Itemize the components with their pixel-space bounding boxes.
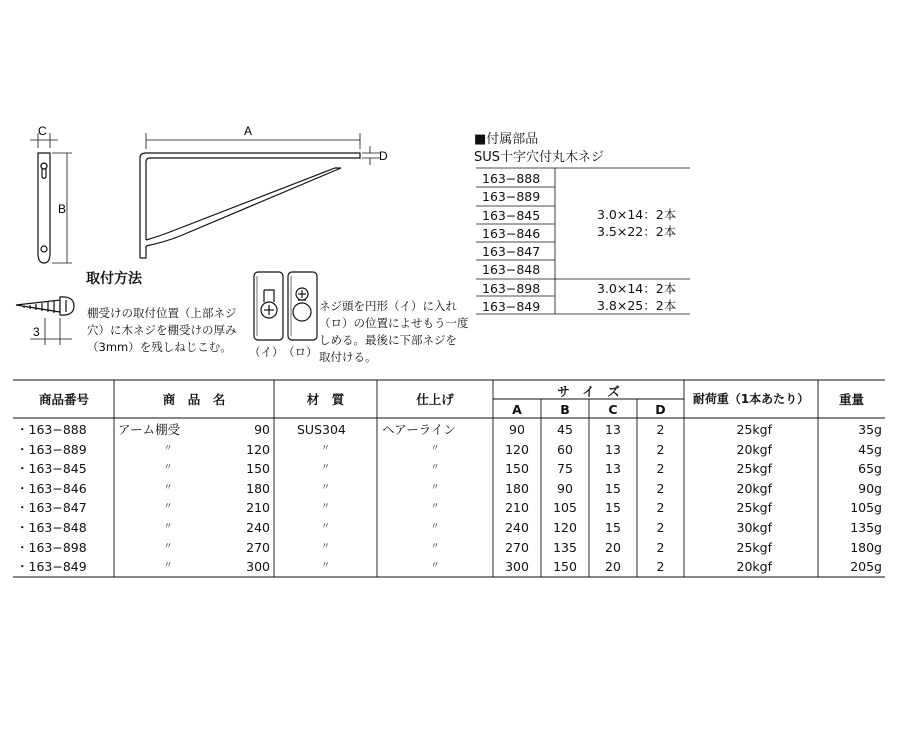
cell-material: 〃 (320, 541, 330, 552)
dim-label-c: C (38, 124, 47, 138)
cell-name: 〃 (163, 463, 173, 474)
cell-name: 〃 (163, 482, 173, 493)
cell-d: 2 (656, 441, 665, 457)
screw-spec: 3.8×25：2本 (597, 298, 677, 313)
cell-name: 〃 (163, 443, 173, 454)
cell-load: 25kgf (736, 461, 772, 477)
cell-load: 25kgf (736, 500, 772, 516)
cell-material: 〃 (320, 482, 330, 493)
cell-finish: ヘアーライン (382, 422, 456, 437)
dim-label-three: 3 (33, 325, 40, 339)
cell-num: 240 (246, 520, 270, 535)
cell-c: 20 (605, 559, 621, 575)
cell-finish: 〃 (430, 482, 440, 493)
cell-material: 〃 (320, 443, 330, 454)
right-note-line: しめる。最後に下部ネジを (319, 333, 457, 347)
cell-c: 15 (605, 500, 621, 516)
cell-load: 20kgf (736, 559, 772, 575)
label-ro: （ロ） (283, 345, 318, 359)
cell-d: 2 (656, 559, 665, 575)
cell-code: ・163−849 (16, 559, 87, 575)
install-title: 取付方法 (86, 271, 142, 287)
screw-spec: 3.5×22：2本 (597, 224, 677, 239)
cell-b: 120 (553, 520, 577, 535)
cell-b: 45 (557, 422, 573, 437)
right-note-line: 取付ける。 (319, 350, 377, 364)
cell-weight: 135g (850, 520, 882, 535)
cell-weight: 205g (850, 559, 882, 575)
accessory-code: 163−889 (482, 189, 541, 205)
header-name: 商 品 名 (162, 392, 226, 407)
cell-d: 2 (656, 539, 665, 555)
cell-num: 300 (246, 559, 270, 575)
table-row (0, 459, 897, 479)
cell-finish: 〃 (430, 522, 440, 532)
right-note-line: ネジ頭を円形（イ）に入れ (319, 299, 457, 313)
cell-d: 2 (656, 520, 665, 535)
cell-load: 20kgf (736, 441, 772, 457)
cell-material: 〃 (320, 502, 330, 513)
cell-finish: 〃 (430, 561, 440, 572)
cell-weight: 105g (850, 500, 882, 516)
accessory-code: 163−846 (482, 225, 541, 241)
cell-d: 2 (656, 422, 665, 437)
cell-code: ・163−888 (16, 422, 87, 437)
dim-label-a: A (244, 124, 253, 138)
cell-code: ・163−848 (16, 520, 87, 535)
cell-name: 〃 (163, 522, 173, 532)
cell-weight: 90g (858, 480, 882, 496)
screw-spec: 3.0×14：2本 (597, 207, 677, 222)
cell-a: 270 (505, 539, 529, 555)
left-note-line: 棚受けの取付位置（上部ネジ (87, 306, 237, 320)
cell-b: 105 (553, 500, 577, 516)
accessory-code: 163−845 (482, 207, 541, 223)
dim-label-b: B (58, 202, 67, 216)
table-row (0, 498, 897, 518)
cell-a: 180 (505, 480, 529, 496)
cell-weight: 180g (850, 539, 882, 555)
header-load: 耐荷重（1本あたり） (692, 392, 810, 406)
cell-b: 60 (557, 441, 573, 457)
cell-c: 15 (605, 520, 621, 535)
cell-c: 15 (605, 480, 621, 496)
cell-b: 150 (553, 559, 577, 575)
cell-d: 2 (656, 480, 665, 496)
cell-c: 20 (605, 539, 621, 555)
cell-name: 〃 (163, 561, 173, 572)
header-material: 材 質 (306, 392, 345, 407)
cell-weight: 35g (858, 422, 882, 437)
cell-code: ・163−846 (16, 480, 87, 496)
cell-code: ・163−845 (16, 461, 87, 477)
table-row (0, 420, 897, 440)
cell-num: 90 (254, 422, 270, 437)
cell-a: 150 (505, 461, 529, 477)
cell-load: 20kgf (736, 480, 772, 496)
cell-a: 300 (505, 559, 529, 575)
cell-finish: 〃 (430, 443, 440, 454)
accessory-code: 163−849 (482, 298, 541, 314)
cell-material: 〃 (320, 561, 330, 572)
cell-name: 〃 (163, 502, 173, 513)
cell-name: 〃 (163, 541, 173, 552)
cell-material: 〃 (320, 463, 330, 474)
cell-a: 210 (505, 500, 529, 516)
cell-load: 25kgf (736, 539, 772, 555)
cell-b: 90 (557, 480, 573, 496)
accessory-subtitle: SUS十字穴付丸木ネジ (474, 150, 605, 165)
cell-code: ・163−889 (16, 441, 87, 457)
header-d: D (655, 402, 666, 417)
accessory-code: 163−847 (482, 244, 541, 260)
cell-num: 150 (246, 461, 270, 477)
header-b: B (560, 402, 570, 417)
cell-d: 2 (656, 500, 665, 516)
cell-material: 〃 (320, 522, 330, 532)
dim-label-d: D (379, 149, 388, 163)
cell-b: 135 (553, 539, 577, 555)
cell-code: ・163−847 (16, 500, 87, 516)
cell-weight: 65g (858, 461, 882, 477)
header-code: 商品番号 (38, 392, 89, 407)
table-row (0, 479, 897, 499)
table-row (0, 557, 897, 577)
header-size: サ イ ズ (557, 384, 620, 399)
cell-d: 2 (656, 461, 665, 477)
header-c: C (608, 402, 618, 417)
cell-load: 30kgf (736, 520, 772, 535)
cell-b: 75 (557, 461, 573, 477)
table-row (0, 440, 897, 460)
header-a: A (512, 402, 522, 417)
cell-c: 13 (605, 422, 621, 437)
cell-material: SUS304 (297, 422, 346, 437)
cell-load: 25kgf (736, 422, 772, 437)
cell-c: 13 (605, 461, 621, 477)
screw-spec: 3.0×14：2本 (597, 281, 677, 296)
cell-a: 120 (505, 441, 529, 457)
accessory-code: 163−898 (482, 281, 541, 296)
cell-finish: 〃 (430, 541, 440, 552)
cell-name: アーム棚受 (118, 422, 181, 437)
cell-finish: 〃 (430, 502, 440, 513)
table-row (0, 518, 897, 538)
cell-c: 13 (605, 441, 621, 457)
cell-num: 210 (246, 500, 270, 516)
accessory-title: ■付属部品 (474, 132, 539, 147)
cell-num: 270 (246, 539, 270, 555)
right-note-line: （ロ）の位置によせもう一度 (319, 316, 469, 330)
cell-weight: 45g (858, 441, 882, 457)
cell-num: 180 (246, 480, 270, 496)
header-finish: 仕上げ (416, 392, 454, 407)
accessory-code: 163−848 (482, 262, 541, 278)
accessory-code: 163−888 (482, 171, 541, 186)
cell-num: 120 (246, 441, 270, 457)
left-note-line: （3mm）を残しねじこむ。 (87, 340, 232, 354)
cell-a: 240 (505, 520, 529, 535)
header-weight: 重量 (838, 392, 864, 407)
label-i: （イ） (249, 345, 284, 359)
cell-finish: 〃 (430, 463, 440, 474)
table-row (0, 538, 897, 558)
cell-a: 90 (509, 422, 525, 437)
cell-code: ・163−898 (16, 539, 87, 555)
left-note-line: 穴）に木ネジを棚受けの厚み (87, 323, 237, 337)
